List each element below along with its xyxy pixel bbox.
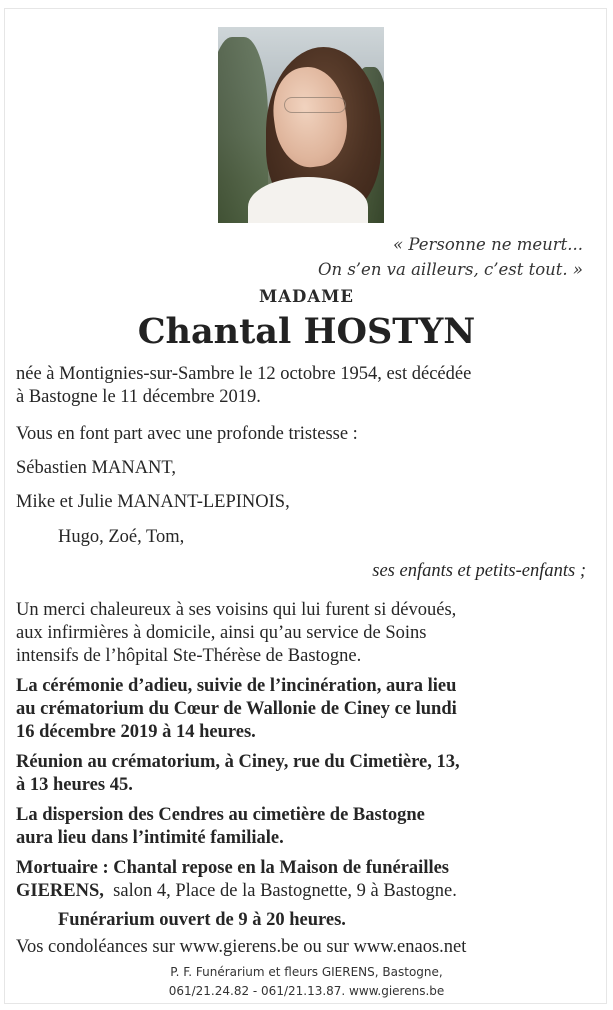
funerarium-hours: Funérarium ouvert de 9 à 20 heures. bbox=[58, 910, 346, 930]
dispersion-line-1: La dispersion des Cendres au cimetière de Bastogne bbox=[16, 805, 425, 825]
title-madame: MADAME bbox=[258, 287, 355, 306]
quote-line-2: On s’en va ailleurs, c’est tout. » bbox=[317, 260, 583, 279]
dispersion-line-2: aura lieu dans l’intimité familiale. bbox=[16, 828, 284, 848]
birth-line-2: à Bastogne le 11 décembre 2019. bbox=[16, 387, 261, 407]
intro-text: Vous en font part avec une profonde tristesse : bbox=[16, 424, 358, 444]
ceremony-line-2: au crématorium du Cœur de Wallonie de Ciney ce lundi bbox=[16, 699, 457, 719]
family-line-3: Hugo, Zoé, Tom, bbox=[58, 527, 185, 547]
condolences-text: Vos condoléances sur www.gierens.be ou sur www.enaos.net bbox=[16, 937, 467, 957]
thanks-line-1: Un merci chaleureux à ses voisins qui lui furent si dévoués, bbox=[16, 600, 457, 620]
deceased-name: Chantal HOSTYN bbox=[137, 311, 476, 352]
family-line-1: Sébastien MANANT, bbox=[16, 458, 176, 478]
ceremony-line-1: La cérémonie d’adieu, suivie de l’incinération, aura lieu bbox=[16, 676, 457, 696]
birth-line-1: née à Montignies-sur-Sambre le 12 octobre 1954, est décédée bbox=[16, 364, 472, 384]
ceremony-line-3: 16 décembre 2019 à 14 heures. bbox=[16, 722, 256, 742]
quote-line-1: « Personne ne meurt... bbox=[393, 235, 583, 254]
footer-line-1: P. F. Funérarium et fleurs GIERENS, Bastogne, bbox=[170, 965, 443, 979]
mortuaire-address: salon 4, Place de la Bastognette, 9 à Bastogne. bbox=[103, 881, 457, 901]
thanks-line-2: aux infirmières à domicile, ainsi qu’au service de Soins bbox=[16, 623, 427, 643]
footer-line-2: 061/21.24.82 - 061/21.13.87. www.gierens.be bbox=[168, 984, 445, 998]
reunion-line-1: Réunion au crématorium, à Ciney, rue du Cimetière, 13, bbox=[16, 752, 460, 772]
reunion-line-2: à 13 heures 45. bbox=[16, 775, 133, 795]
portrait-photo bbox=[218, 27, 384, 223]
family-line-2: Mike et Julie MANANT-LEPINOIS, bbox=[16, 492, 290, 512]
thanks-line-3: intensifs de l’hôpital Ste-Thérèse de Bastogne. bbox=[16, 646, 362, 666]
footer bbox=[0, 963, 613, 1001]
family-caption: ses enfants et petits-enfants ; bbox=[372, 561, 586, 581]
quote bbox=[183, 232, 583, 282]
mortuaire-gierens: GIERENS, bbox=[16, 881, 104, 901]
mortuaire-line-1: Mortuaire : Chantal repose en la Maison de funérailles bbox=[16, 858, 450, 878]
mortuaire-line-2 bbox=[16, 881, 596, 903]
